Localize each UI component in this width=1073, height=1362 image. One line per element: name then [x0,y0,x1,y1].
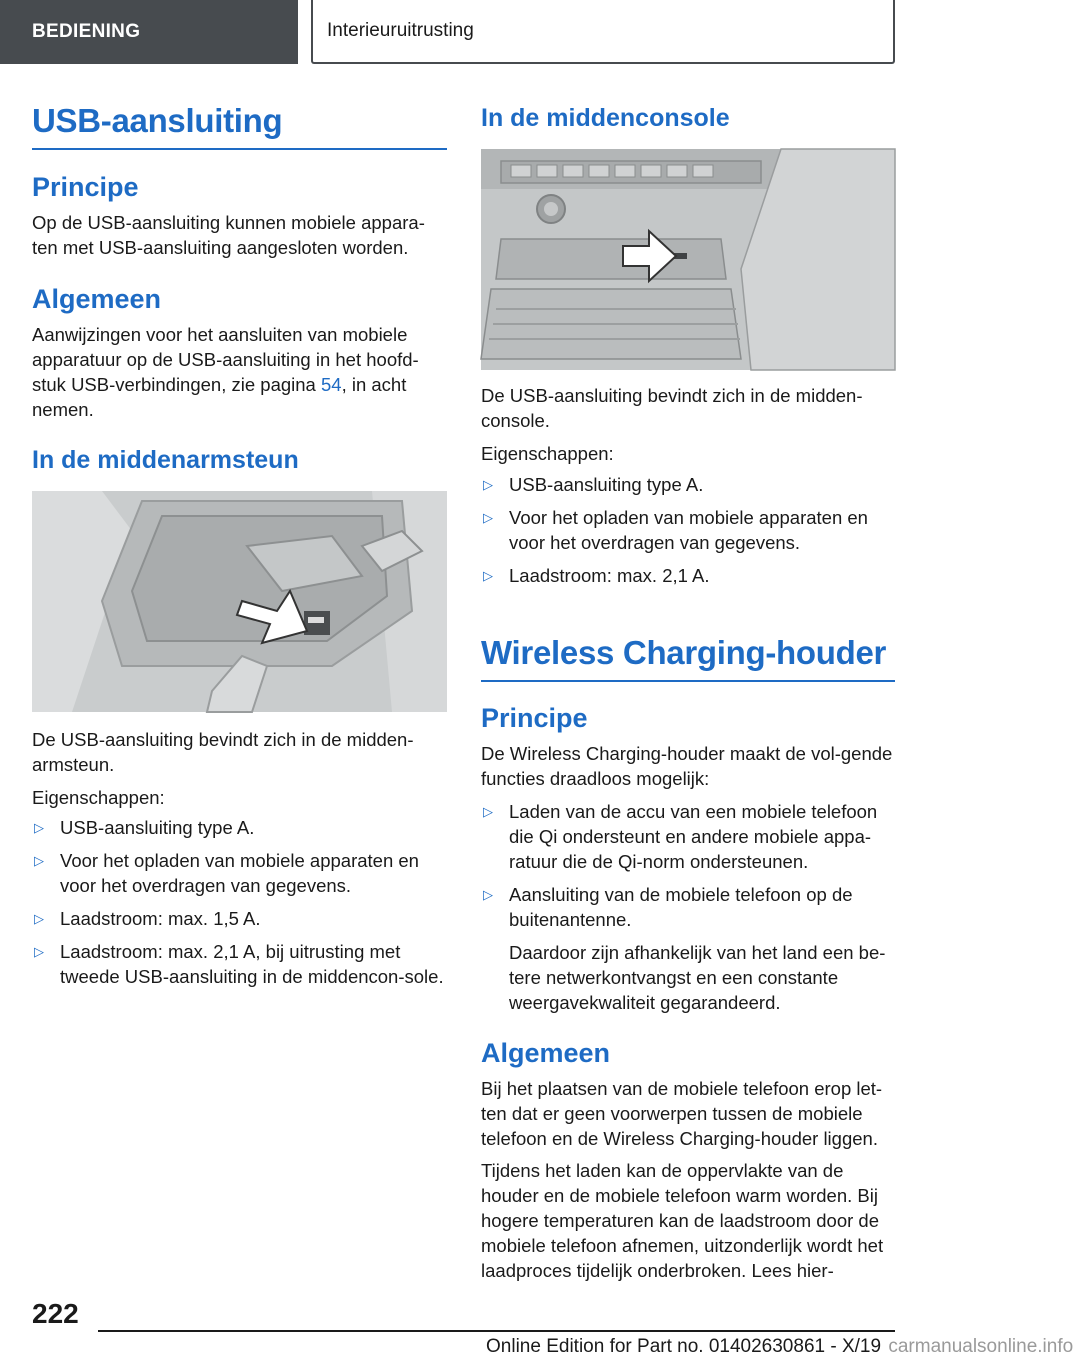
wireless-bullet-extra: Daardoor zijn afhankelijk van het land een be-tere netwerkontvangst en een constante weergavekwaliteit gegarandeerd. [509,942,886,1013]
list-item-text: Laadstroom: max. 2,1 A, bij uitrusting met tweede USB-aansluiting in de middencon-sole. [60,941,444,987]
list-item [481,472,895,497]
section-title: BEDIENING [32,21,141,42]
principe-text: Op de USB-aansluiting kunnen mobiele appara-ten met USB-aansluiting aangesloten worden. [32,212,425,258]
console-eigenschappen-label: Eigenschappen: [481,443,614,464]
footer-divider [98,1330,895,1332]
page-link-54[interactable]: 54 [320,374,342,395]
algemeen-heading: Algemeen [32,284,162,314]
algemeen-text-part2: , in acht nemen. [32,374,407,420]
list-item [481,505,895,555]
bullet-triangle-icon: ▷ [34,911,44,926]
bullet-triangle-icon: ▷ [34,853,44,868]
list-item-text: Laadstroom: max. 2,1 A. [509,565,710,586]
armsteun-properties [32,815,447,989]
bullet-triangle-icon: ▷ [483,568,493,583]
list-item-text: Voor het opladen van mobiele apparaten en voor het overdragen van gegevens. [60,850,419,896]
page-number: 222 [32,1298,79,1329]
bullet-triangle-icon: ▷ [483,887,493,902]
list-item-text: Laadstroom: max. 1,5 A. [60,908,261,929]
bullet-triangle-icon: ▷ [34,820,44,835]
console-drawing [481,149,895,370]
middenconsole-heading: In de middenconsole [481,104,730,132]
list-item-text: Laden van de accu van een mobiele telefoon die Qi ondersteunt en andere mobiele appa-ratuur die de Qi-norm ondersteunen. [509,801,878,872]
middenarmsteun-heading: In de middenarmsteun [32,446,299,474]
list-item-text: Voor het opladen van mobiele apparaten en voor het overdragen van gegevens. [509,507,868,553]
wireless-charging-title: Wireless Charging-houder [481,634,895,682]
list-item [481,882,895,1015]
wireless-principe-heading: Principe [481,703,588,733]
list-item [32,906,447,931]
list-item-text: USB-aansluiting type A. [509,474,704,495]
list-item [481,799,895,874]
watermark-text: carmanualsonline.info [888,1336,1073,1357]
principe-heading: Principe [32,172,139,202]
console-properties [481,472,895,588]
console-usb-illustration [481,149,895,370]
wireless-algemeen-p2: Tijdens het laden kan de oppervlakte van de houder en de mobiele telefoon warm worden. Bij hogere temperaturen kan de laadstroom door de mobiele telefoon afnemen, uitzonderlijk wordt het laadproces tijdelijk onderbroken. Lees hier- [481,1160,884,1281]
algemeen-text [32,322,447,422]
armrest-drawing [32,491,447,712]
chapter-title: Interieuruitrusting [327,20,474,41]
list-item-text: Aansluiting van de mobiele telefoon op de buitenantenne. [509,884,853,930]
footer-edition [486,1336,1073,1358]
bullet-triangle-icon: ▷ [483,510,493,525]
bullet-triangle-icon: ▷ [483,477,493,492]
eigenschappen-label: Eigenschappen: [32,787,165,808]
usb-title: USB-aansluiting [32,102,447,150]
section-tab [0,0,298,64]
wireless-algemeen-p1: Bij het plaatsen van de mobiele telefoon erop let-ten dat er geen voorwerpen tussen de mobiele telefoon en de Wireless Charging-houder liggen. [481,1078,883,1149]
bullet-triangle-icon: ▷ [34,944,44,959]
armrest-usb-illustration [32,491,447,712]
armsteun-caption: De USB-aansluiting bevindt zich in de midden-armsteun. [32,729,414,775]
wireless-principe-text: De Wireless Charging-houder maakt de vol-gende functies draadloos mogelijk: [481,743,893,789]
chapter-tab [311,0,895,64]
console-caption: De USB-aansluiting bevindt zich in de midden-console. [481,385,863,431]
list-item-text: USB-aansluiting type A. [60,817,255,838]
algemeen-text-part1: Aanwijzingen voor het aansluiten van mobiele apparatuur op de USB-aansluiting in het hoofd-stuk USB-verbindingen, zie pagina [32,324,419,395]
list-item [32,815,447,840]
list-item [32,848,447,898]
wireless-functions [481,799,895,1015]
list-item [32,939,447,989]
wireless-algemeen-heading: Algemeen [481,1038,611,1068]
bullet-triangle-icon: ▷ [483,804,493,819]
list-item [481,563,895,588]
footer-edition-text: Online Edition for Part no. 01402630861 - X/19 [486,1336,882,1357]
